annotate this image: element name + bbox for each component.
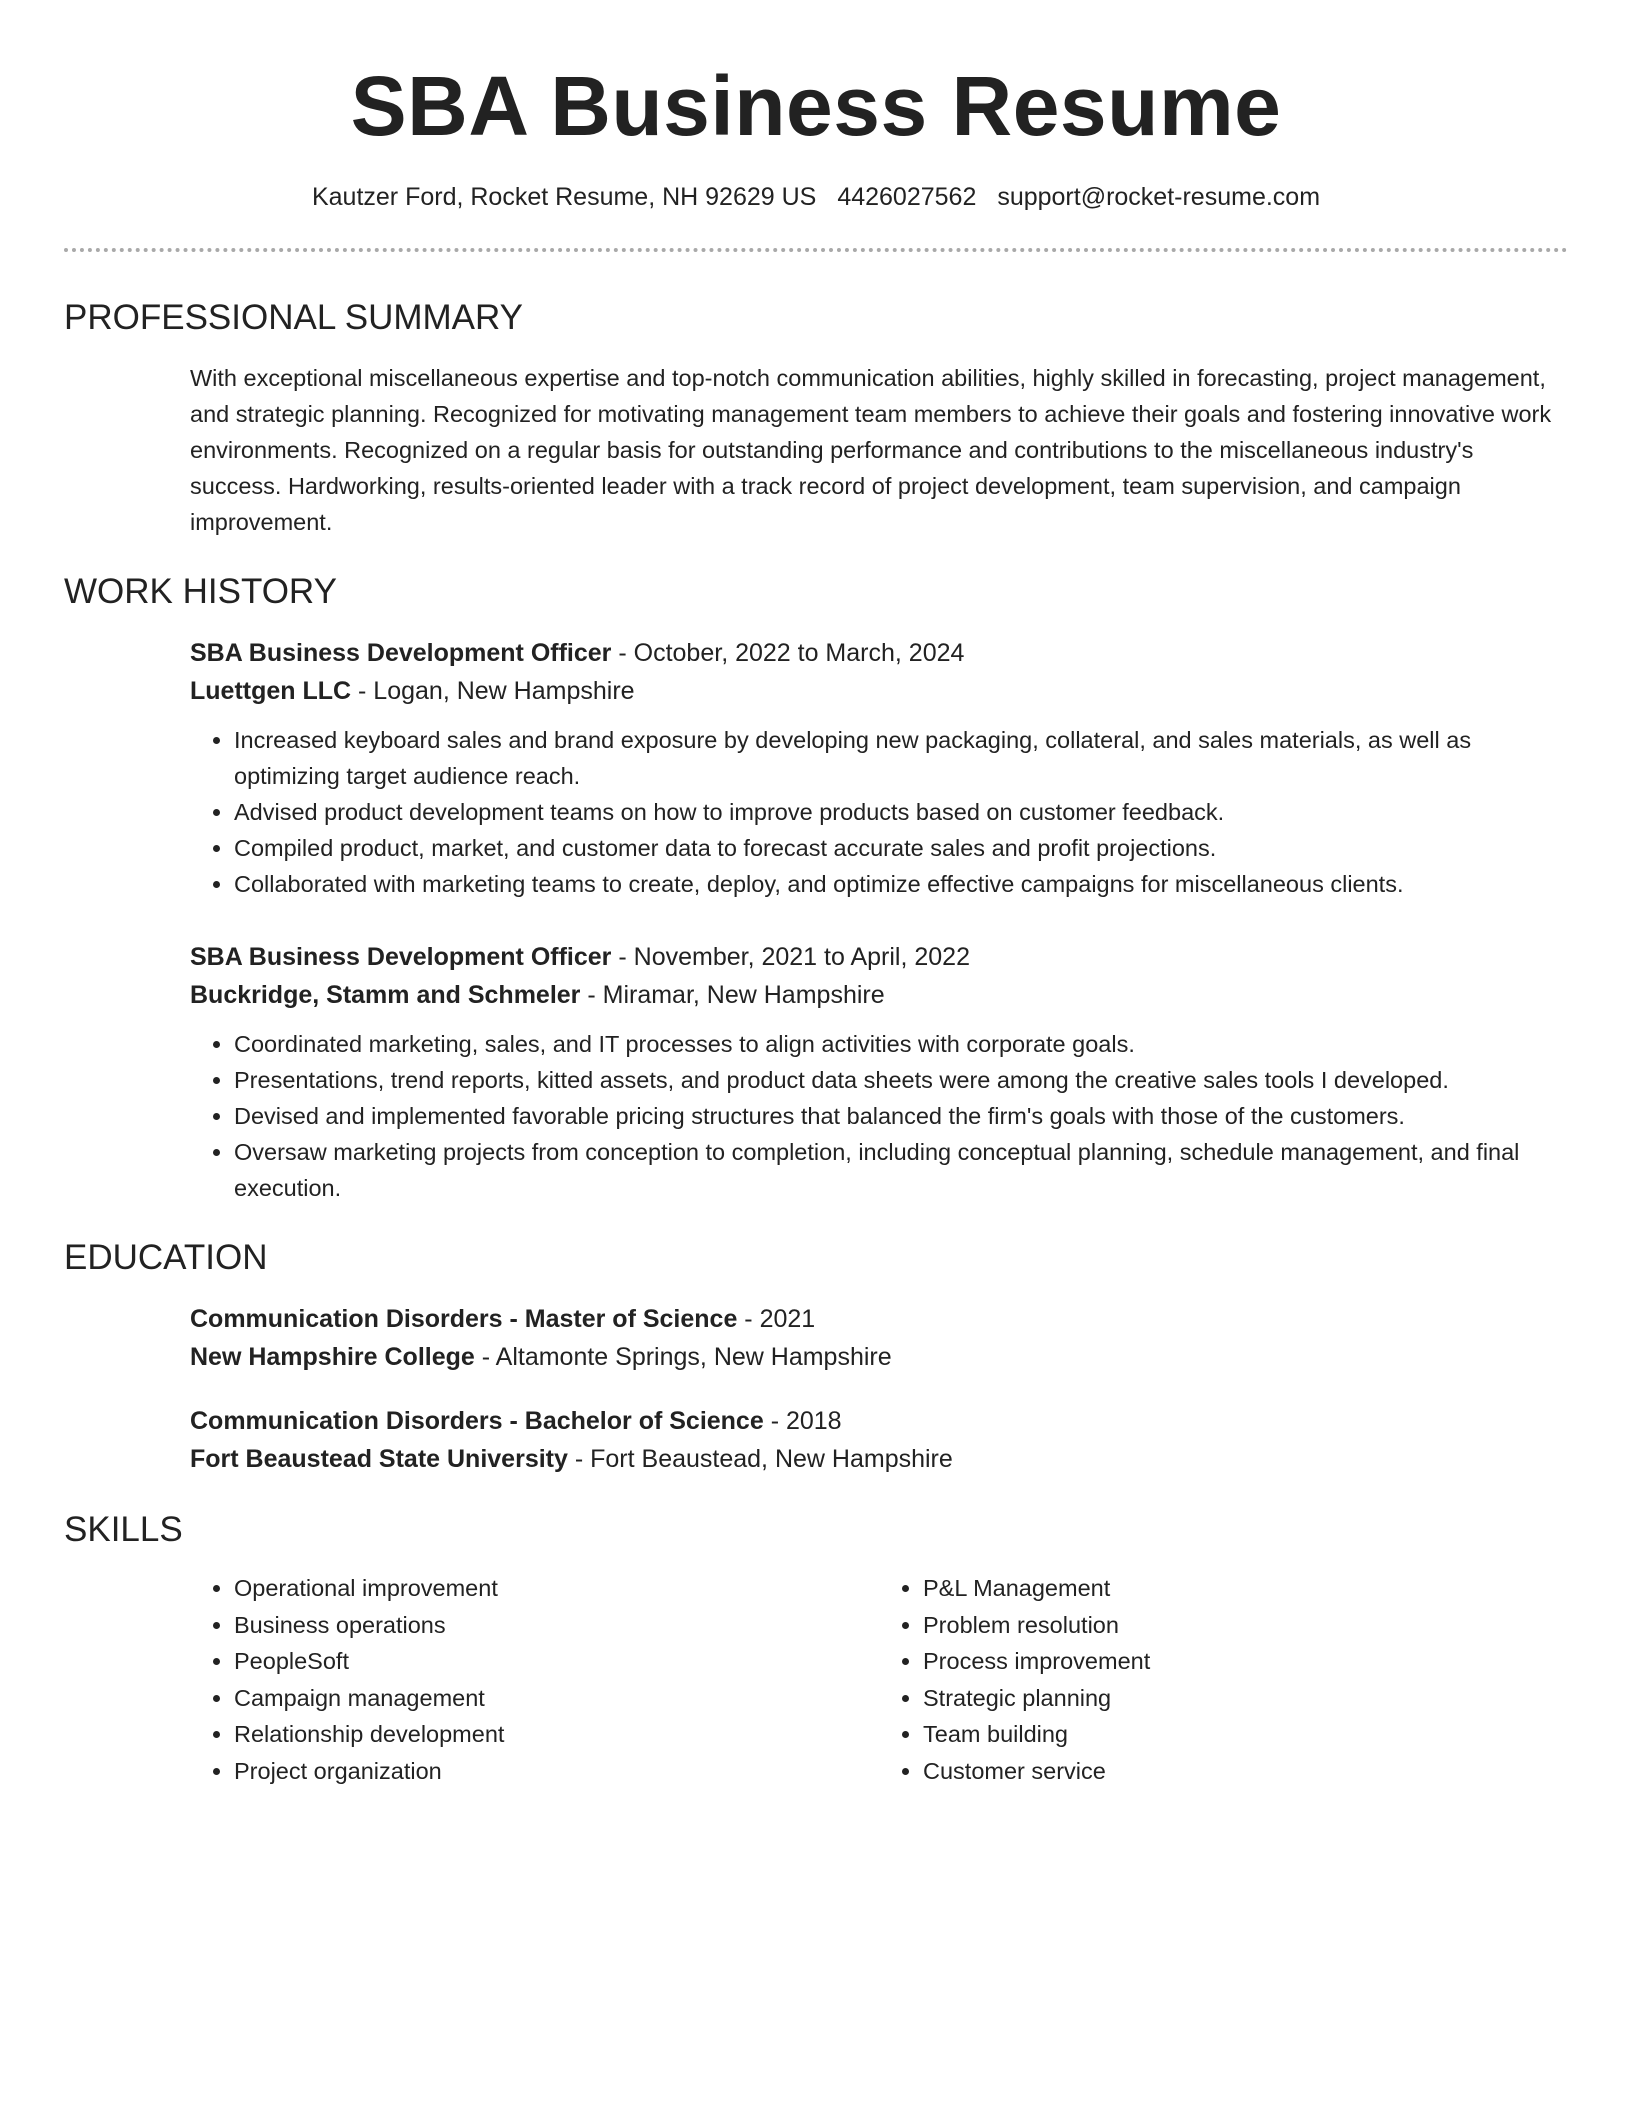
job-bullet: • Devised and implemented favorable pricing structures that balanced the firm's goals with those of the customers.	[234, 1098, 1568, 1134]
job-entry	[190, 634, 1568, 902]
skill-item: • Customer service	[923, 1753, 1568, 1790]
education-entry	[190, 1300, 1568, 1376]
job-dates: - November, 2021 to April, 2022	[611, 943, 970, 971]
school-line	[190, 1440, 1568, 1478]
skill-item: • Process improvement	[923, 1643, 1568, 1680]
skills-section	[64, 1508, 1568, 1789]
contact-address: Kautzer Ford, Rocket Resume, NH 92629 US	[311, 183, 817, 211]
skill-item: • Team building	[923, 1716, 1568, 1753]
job-dates: - October, 2022 to March, 2024	[611, 639, 965, 667]
degree-year: - 2018	[763, 1407, 842, 1435]
school-line	[190, 1338, 1568, 1376]
job-bullets	[190, 1026, 1568, 1206]
school-name: Fort Beaustead State University	[190, 1445, 568, 1473]
education-title: EDUCATION	[64, 1238, 268, 1277]
job-bullet: • Collaborated with marketing teams to create, deploy, and optimize effective campaigns for miscellaneous clients.	[234, 866, 1568, 902]
job-title-line	[190, 634, 1568, 672]
job-company: Buckridge, Stamm and Schmeler	[190, 981, 581, 1009]
job-bullet: • Coordinated marketing, sales, and IT processes to align activities with corporate goals.	[234, 1026, 1568, 1062]
skill-item: • P&L Management	[923, 1570, 1568, 1607]
degree-year: - 2021	[737, 1305, 816, 1333]
skill-item: • Project organization	[234, 1753, 879, 1790]
skill-item: • PeopleSoft	[234, 1643, 879, 1680]
job-location: - Miramar, New Hampshire	[580, 981, 885, 1009]
contact-phone: 4426027562	[837, 183, 977, 211]
degree-name: Communication Disorders - Bachelor of Science	[190, 1407, 764, 1435]
job-bullet: • Presentations, trend reports, kitted assets, and product data sheets were among the creative sales tools I developed.	[234, 1062, 1568, 1098]
job-location: - Logan, New Hampshire	[351, 677, 635, 705]
skills-left-column	[190, 1570, 879, 1789]
education-section	[64, 1236, 1568, 1478]
job-role: SBA Business Development Officer	[190, 943, 612, 971]
job-company-line	[190, 672, 1568, 710]
degree-line	[190, 1300, 1568, 1338]
skill-item: • Relationship development	[234, 1716, 879, 1753]
degree-name: Communication Disorders - Master of Science	[190, 1305, 738, 1333]
job-bullets	[190, 722, 1568, 902]
school-location: - Altamonte Springs, New Hampshire	[474, 1343, 892, 1371]
resume-name: SBA Business Resume	[350, 59, 1282, 153]
education-entry	[190, 1402, 1568, 1478]
skill-item: • Problem resolution	[923, 1607, 1568, 1644]
school-location: - Fort Beaustead, New Hampshire	[567, 1445, 953, 1473]
skills-columns	[190, 1570, 1568, 1789]
work-title: WORK HISTORY	[64, 572, 337, 611]
job-company: Luettgen LLC	[190, 677, 352, 705]
skill-item: • Operational improvement	[234, 1570, 879, 1607]
skill-item: • Strategic planning	[923, 1680, 1568, 1717]
job-title-line	[190, 938, 1568, 976]
degree-line	[190, 1402, 1568, 1440]
job-bullet: • Compiled product, market, and customer data to forecast accurate sales and profit projections.	[234, 830, 1568, 866]
skills-title: SKILLS	[64, 1510, 183, 1549]
school-name: New Hampshire College	[190, 1343, 475, 1371]
job-role: SBA Business Development Officer	[190, 639, 612, 667]
summary-section	[64, 296, 1568, 540]
job-entry	[190, 938, 1568, 1206]
skill-item: • Campaign management	[234, 1680, 879, 1717]
job-bullet: • Advised product development teams on how to improve products based on customer feedback.	[234, 794, 1568, 830]
header-divider	[64, 248, 1568, 252]
job-bullet: • Oversaw marketing projects from conception to completion, including conceptual planning, schedule management, and final execution.	[234, 1134, 1568, 1206]
skills-right-column	[879, 1570, 1568, 1789]
summary-text: With exceptional miscellaneous expertise and top-notch communication abilities, highly skilled in forecasting, project management, and strategic planning. Recognized for motivating management team members to achieve their goals and fostering innovative work environments. Recognized on a regular basis for outstanding performance and contributions to the miscellaneous industry's success. Hardworking, results-oriented leader with a track record of project development, team supervision, and campaign improvement.	[190, 365, 1552, 535]
summary-title: PROFESSIONAL SUMMARY	[64, 298, 523, 337]
contact-email: support@rocket-resume.com	[997, 183, 1321, 211]
contact-line	[64, 180, 1568, 214]
job-company-line	[190, 976, 1568, 1014]
job-bullet: • Increased keyboard sales and brand exposure by developing new packaging, collateral, and sales materials, as well as optimizing target audience reach.	[234, 722, 1568, 794]
skill-item: • Business operations	[234, 1607, 879, 1644]
work-section	[64, 570, 1568, 1206]
